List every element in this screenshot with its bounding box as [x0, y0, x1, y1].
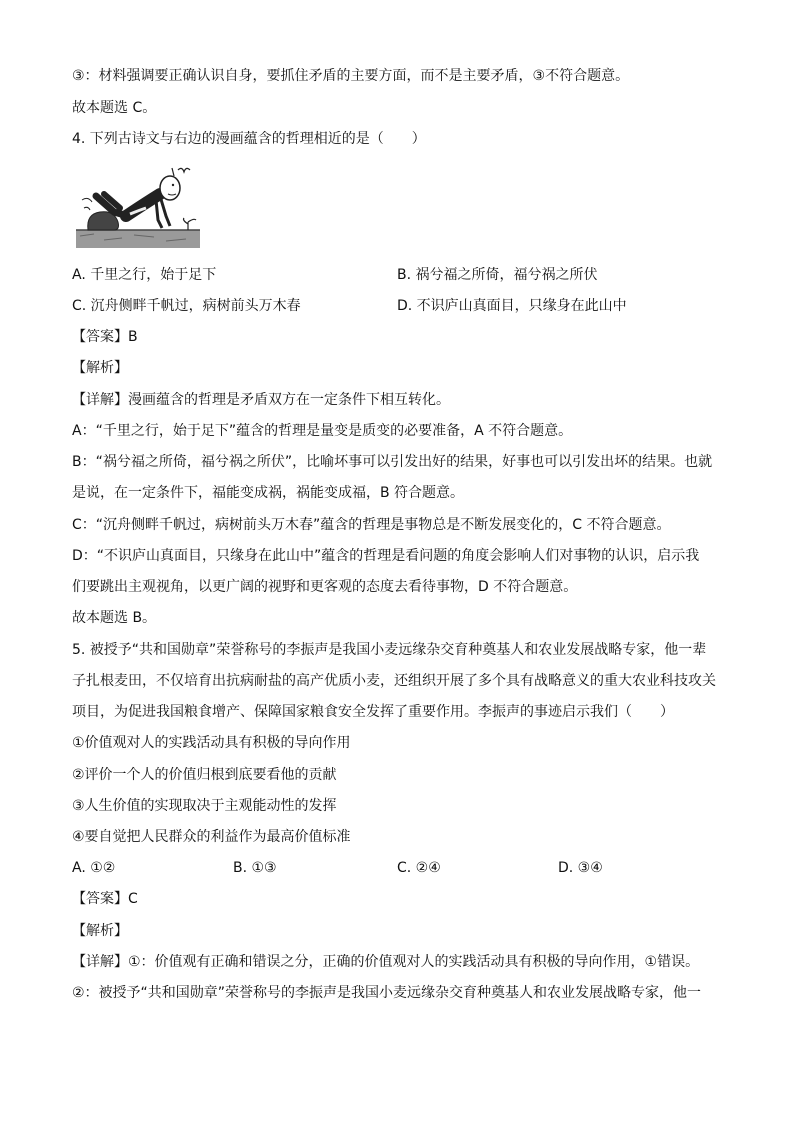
- comic-illustration: [74, 164, 202, 250]
- q5-stem-line3: 项目，为促进我国粮食增产、保障国家粮食安全发挥了重要作用。李振声的事迹启示我们（ ）: [72, 704, 674, 720]
- q5-detail: 【详解】①：价值观有正确和错误之分，正确的价值观对人的实践活动具有积极的导向作用，①错误。: [72, 954, 700, 970]
- q5-statement-3: ③人生价值的实现取决于主观能动性的发挥: [72, 798, 337, 814]
- q4-analysis-b2: 是说，在一定条件下，福能变成祸，祸能变成福，B 符合题意。: [72, 485, 465, 501]
- q4-analysis-d2: 们要跳出主观视角，以更广阔的视野和更客观的态度去看待事物，D 不符合题意。: [72, 579, 578, 595]
- q5-option-a: A. ①②: [72, 860, 116, 876]
- q5-statement-1: ①价值观对人的实践活动具有积极的导向作用: [72, 735, 351, 751]
- q5-analysis-label: 【解析】: [72, 923, 128, 939]
- q3-conclusion: 故本题选 C。: [72, 100, 157, 116]
- q4-analysis-label: 【解析】: [72, 360, 128, 376]
- q4-detail: 【详解】漫画蕴含的哲理是矛盾双方在一定条件下相互转化。: [72, 392, 450, 408]
- q5-statement-2: ②评价一个人的价值归根到底要看他的贡献: [72, 767, 337, 783]
- q4-analysis-c: C：“沉舟侧畔千帆过，病树前头万木春”蕴含的哲理是事物总是不断发展变化的，C 不符合题意。: [72, 517, 671, 533]
- q4-option-b: B. 祸兮福之所倚，福兮祸之所伏: [397, 267, 598, 283]
- q4-stem: 4. 下列古诗文与右边的漫画蕴含的哲理相近的是（ ）: [72, 131, 426, 147]
- q4-analysis-d1: D：“不识庐山真面目，只缘身在此山中”蕴含的哲理是看问题的角度会影响人们对事物的认识，启示我: [72, 548, 700, 564]
- q5-stem-line1: 5. 被授予“共和国勋章”荣誉称号的李振声是我国小麦远缘杂交育种奠基人和农业发展战略专家，他一辈: [72, 642, 707, 658]
- q5-option-c: C. ②④: [397, 860, 441, 876]
- q4-conclusion: 故本题选 B。: [72, 610, 157, 626]
- q4-answer: 【答案】B: [72, 329, 138, 345]
- q4-option-c: C. 沉舟侧畔千帆过，病树前头万木春: [72, 298, 301, 314]
- q5-answer: 【答案】C: [72, 891, 138, 907]
- q5-stem-line2: 子扎根麦田，不仅培育出抗病耐盐的高产优质小麦，还组织开展了多个具有战略意义的重大农业科技攻关: [72, 673, 716, 689]
- q4-option-d: D. 不识庐山真面目，只缘身在此山中: [397, 298, 627, 314]
- q5-statement-4: ④要自觉把人民群众的利益作为最高价值标准: [72, 829, 351, 845]
- q4-analysis-a: A：“千里之行，始于足下”蕴含的哲理是量变是质变的必要准备，A 不符合题意。: [72, 423, 573, 439]
- q4-option-a: A. 千里之行，始于足下: [72, 267, 217, 283]
- q5-option-b: B. ①③: [233, 860, 277, 876]
- q3-item3: ③：材料强调要正确认识自身，要抓住矛盾的主要方面，而不是主要矛盾，③不符合题意。: [72, 68, 630, 84]
- q4-analysis-b1: B：“祸兮福之所倚，福兮祸之所伏”，比喻坏事可以引发出好的结果，好事也可以引发出坏的结果。也就: [72, 454, 713, 470]
- q5-analysis-item2: ②：被授予“共和国勋章”荣誉称号的李振声是我国小麦远缘杂交育种奠基人和农业发展战略专家，他一: [72, 985, 702, 1001]
- q5-option-d: D. ③④: [558, 860, 603, 876]
